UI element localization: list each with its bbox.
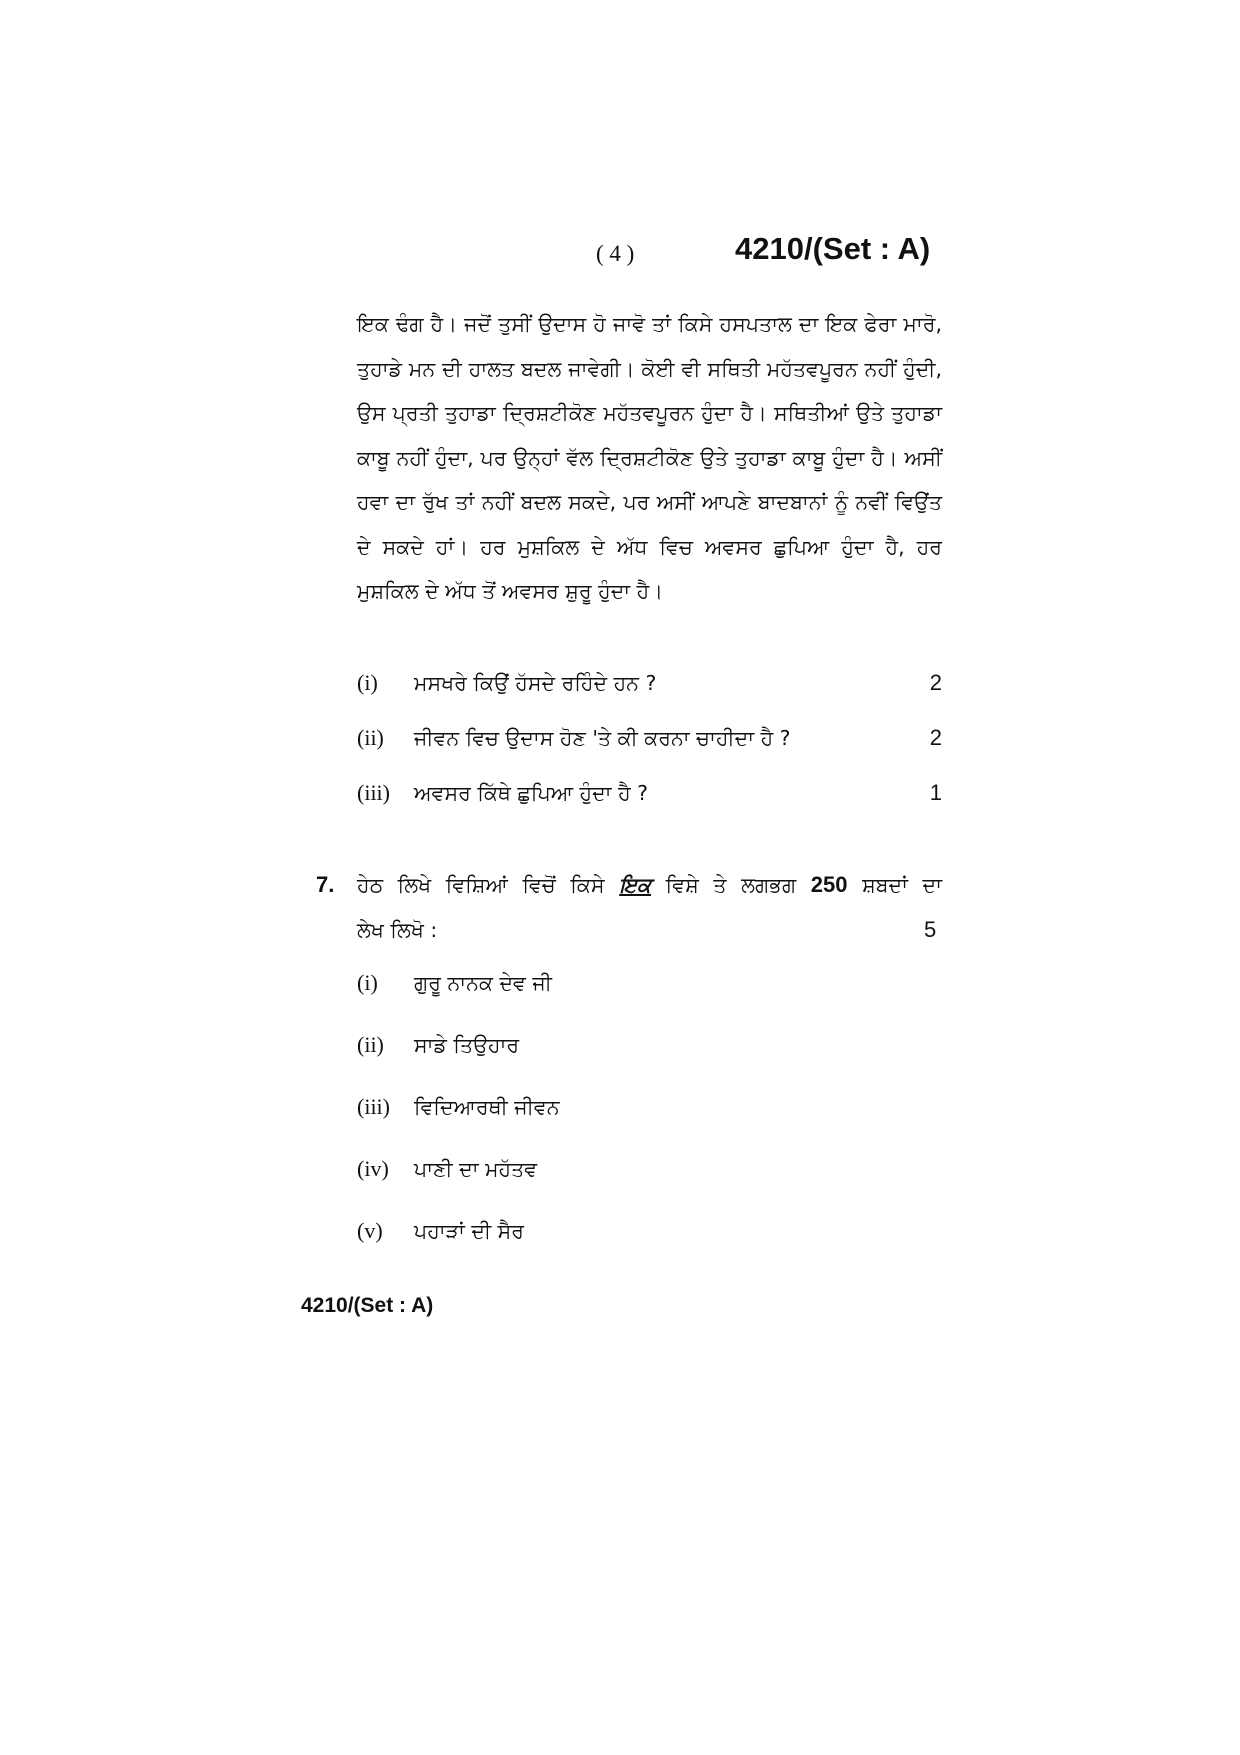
essay-topic-4 [357, 1151, 942, 1187]
question-7-prompt-part-c: ਸ਼ਬਦਾਂ ਦਾ [862, 873, 942, 897]
question-number: (i) [357, 670, 378, 695]
topic-text: ਪਹਾੜਾਂ ਦੀ ਸੈਰ [414, 1219, 524, 1243]
header-paper-code: 4210/(Set : A) [735, 231, 931, 266]
question-7-prompt-part-b: ਵਿਸ਼ੇ ਤੇ ਲਗਭਗ [665, 873, 797, 897]
topic-number: (ii) [357, 1032, 384, 1057]
essay-topic-1 [357, 965, 942, 1001]
question-7-prompt-part-a: ਹੇਠ ਲਿਖੇ ਵਿਸ਼ਿਆਂ ਵਿਚੋਂ ਕਿਸੇ [357, 873, 605, 897]
question-text: ਮਸਖਰੇ ਕਿਉਂ ਹੱਸਦੇ ਰਹਿੰਦੇ ਹਨ ? [414, 671, 657, 695]
question-7-prompt-line-2: ਲੇਖ ਲਿਖੋ : [357, 918, 438, 942]
question-text: ਅਵਸਰ ਕਿੱਥੇ ਛੁਪਿਆ ਹੁੰਦਾ ਹੈ ? [414, 781, 649, 805]
question-7-marks: 5 [924, 917, 937, 942]
topic-text: ਗੁਰੂ ਨਾਨਕ ਦੇਵ ਜੀ [414, 971, 552, 995]
passage-question-1 [357, 665, 942, 701]
question-marks: 2 [929, 725, 942, 750]
topic-text: ਪਾਣੀ ਦਾ ਮਹੱਤਵ [414, 1157, 538, 1181]
passage-question-2 [357, 720, 942, 756]
question-7-number: 7. [316, 872, 335, 897]
question-marks: 1 [929, 780, 942, 805]
essay-topic-3 [357, 1089, 942, 1125]
question-marks: 2 [929, 670, 942, 695]
topic-text: ਸਾਡੇ ਤਿਉਹਾਰ [414, 1033, 520, 1057]
topic-number: (iii) [357, 1094, 390, 1119]
question-text: ਜੀਵਨ ਵਿਚ ਉਦਾਸ ਹੋਣ 'ਤੇ ਕੀ ਕਰਨਾ ਚਾਹੀਦਾ ਹੈ ? [414, 726, 791, 750]
question-number: (ii) [357, 725, 384, 750]
question-7-prompt [357, 867, 942, 903]
essay-topic-5 [357, 1213, 942, 1249]
topic-number: (iv) [357, 1156, 389, 1181]
passage-question-3 [357, 775, 942, 811]
question-7-emphasis: ਇਕ [619, 873, 652, 897]
topic-text: ਵਿਦਿਆਰਥੀ ਜੀਵਨ [414, 1095, 560, 1119]
topic-number: (i) [357, 970, 378, 995]
essay-topic-2 [357, 1027, 942, 1063]
topic-number: (v) [357, 1218, 383, 1243]
question-7-word-count: 250 [810, 872, 848, 897]
footer-paper-code: 4210/(Set : A) [301, 1294, 434, 1317]
page-number: ( 4 ) [596, 241, 635, 266]
passage-text: ਇਕ ਢੰਗ ਹੈ। ਜਦੋਂ ਤੁਸੀਂ ਉਦਾਸ ਹੋ ਜਾਵੋ ਤਾਂ ਕਿਸੇ ਹਸਪਤਾਲ ਦਾ ਇਕ ਫੇਰਾ ਮਾਰੋ, ਤੁਹਾਡੇ ਮਨ ਦੀ ਹਾਲਤ ਬਦਲ ਜਾਵੇਗੀ। ਕੋਈ ਵੀ ਸਥਿਤੀ ਮਹੱਤਵਪੂਰਨ ਨਹੀਂ ਹੁੰਦੀ, ਉਸ ਪ੍ਰਤੀ ਤੁਹਾਡਾ ਦ੍ਰਿਸ਼ਟੀਕੋਣ ਮਹੱਤਵਪੂਰਨ ਹੁੰਦਾ ਹੈ। ਸਥਿਤੀਆਂ ਉਤੇ ਤੁਹਾਡਾ ਕਾਬੂ ਨਹੀਂ ਹੁੰਦਾ, ਪਰ ਉਨ੍ਹਾਂ ਵੱਲ ਦ੍ਰਿਸ਼ਟੀਕੋਣ ਉਤੇ ਤੁਹਾਡਾ ਕਾਬੂ ਹੁੰਦਾ ਹੈ। ਅਸੀਂ ਹਵਾ ਦਾ ਰੁੱਖ ਤਾਂ ਨਹੀਂ ਬਦਲ ਸਕਦੇ, ਪਰ ਅਸੀਂ ਆਪਣੇ ਬਾਦਬਾਨਾਂ ਨੂੰ ਨਵੀਂ ਵਿਉਂਤ ਦੇ ਸਕਦੇ ਹਾਂ। ਹਰ ਮੁਸ਼ਕਿਲ ਦੇ ਅੱਧ ਵਿਚ ਅਵਸਰ ਛੁਪਿਆ ਹੁੰਦਾ ਹੈ, ਹਰ ਮੁਸ਼ਕਿਲ ਦੇ ਅੱਧ ਤੋਂ ਅਵਸਰ ਸ਼ੁਰੂ ਹੁੰਦਾ ਹੈ। [357, 312, 942, 603]
question-number: (iii) [357, 780, 390, 805]
